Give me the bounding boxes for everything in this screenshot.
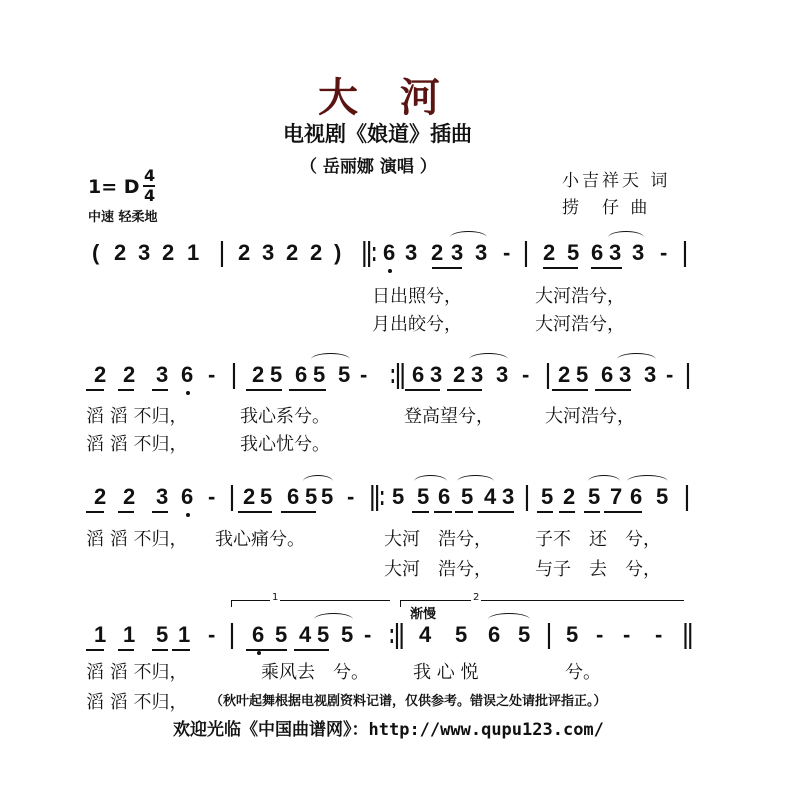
- note: 1: [187, 240, 200, 265]
- note: 6: [591, 240, 604, 265]
- slur: [617, 353, 656, 366]
- lyric-text: 滔 滔 不归，: [86, 529, 188, 550]
- note: 2: [94, 362, 107, 387]
- note: 2: [162, 240, 175, 265]
- note: 6: [383, 240, 396, 265]
- eighth-underline: [447, 389, 482, 391]
- slur: [414, 475, 447, 488]
- transcription-note: （秋叶起舞根据电视剧资料记谱，仅供参考。错误之处请批评指正。）: [210, 694, 607, 709]
- eighth-underline: [152, 511, 168, 513]
- time-signature-bottom: 4: [144, 186, 156, 205]
- dash-extension: -: [666, 362, 674, 387]
- note: 3: [156, 484, 169, 509]
- note: 3: [632, 240, 645, 265]
- dash-extension: -: [347, 484, 355, 509]
- repeat-sign: ||:: [362, 236, 377, 267]
- lyric-text: 我 心 悦: [413, 662, 479, 683]
- tempo-change-mark: 渐慢: [410, 607, 437, 622]
- subtitle: 电视剧《娘道》插曲: [283, 122, 472, 146]
- note: 2: [563, 484, 576, 509]
- lyricist-credit: 小吉祥天 词: [562, 171, 671, 191]
- eighth-underline: [591, 267, 622, 269]
- slur: [314, 613, 353, 626]
- eighth-underline: [455, 511, 473, 513]
- note: 3: [430, 362, 443, 387]
- barline: |: [523, 236, 529, 267]
- note: 2: [114, 240, 127, 265]
- lyric-text: 大河 浩兮，: [384, 559, 492, 580]
- note: 3: [405, 240, 418, 265]
- lyric-text: 大河浩兮，: [545, 406, 635, 427]
- eighth-underline: [86, 649, 104, 651]
- note: 5: [566, 622, 579, 647]
- note: 3: [138, 240, 151, 265]
- lyric-text: 大河浩兮，: [535, 286, 625, 307]
- eighth-underline: [86, 389, 104, 391]
- note: 2: [558, 362, 571, 387]
- slur: [627, 475, 668, 488]
- low-octave-dot: [257, 651, 261, 655]
- note: 5: [417, 484, 430, 509]
- note: 2: [123, 362, 136, 387]
- lyric-text: 兮。: [565, 662, 601, 683]
- dash-extension: -: [596, 622, 604, 647]
- barline: |: [219, 236, 225, 267]
- note: 2: [286, 240, 299, 265]
- note: 3: [475, 240, 488, 265]
- note: 5: [317, 622, 330, 647]
- eighth-underline: [559, 511, 575, 513]
- song-title: 大 河: [318, 75, 454, 121]
- dash-extension: -: [522, 362, 530, 387]
- note: 3: [451, 240, 464, 265]
- barline: |: [682, 236, 688, 267]
- dash-extension: -: [208, 362, 216, 387]
- note: 5: [567, 240, 580, 265]
- tempo-marking: 中速 轻柔地: [88, 210, 158, 225]
- eighth-underline: [412, 511, 429, 513]
- note: 5: [576, 362, 589, 387]
- note: 3: [496, 362, 509, 387]
- note: 5: [588, 484, 601, 509]
- eighth-underline: [86, 511, 104, 513]
- note: ): [334, 240, 342, 265]
- lyric-text: 月出皎兮，: [372, 314, 462, 335]
- repeat-sign: :||: [390, 358, 405, 389]
- barline: |: [229, 618, 235, 649]
- eighth-underline: [537, 511, 553, 513]
- eighth-underline: [289, 389, 326, 391]
- note: 7: [610, 484, 623, 509]
- note: 5: [313, 362, 326, 387]
- first-ending-number: 1: [272, 592, 279, 603]
- eighth-underline: [543, 267, 578, 269]
- eighth-underline: [172, 649, 190, 651]
- second-ending-bracket: [400, 600, 684, 607]
- repeat-sign: ||: [683, 618, 693, 649]
- note: 5: [338, 362, 351, 387]
- note: 4: [299, 622, 312, 647]
- note: 2: [310, 240, 323, 265]
- note: 5: [541, 484, 554, 509]
- dash-extension: -: [208, 622, 216, 647]
- dash-extension: -: [655, 622, 663, 647]
- dash-extension: -: [623, 622, 631, 647]
- note: 5: [341, 622, 354, 647]
- note: 5: [260, 484, 273, 509]
- note: 1: [94, 622, 107, 647]
- note: 3: [644, 362, 657, 387]
- note: 5: [305, 484, 318, 509]
- barline: |: [684, 480, 690, 511]
- dash-extension: -: [208, 484, 216, 509]
- lyric-text: 滔 滔 不归，: [86, 406, 188, 427]
- barline: |: [524, 480, 530, 511]
- lyric-text: 与子 去 兮，: [535, 559, 661, 580]
- dash-extension: -: [660, 240, 668, 265]
- lyric-text: 滔 滔 不归，: [86, 434, 188, 455]
- note: 6: [438, 484, 451, 509]
- barline: |: [545, 358, 551, 389]
- slur: [488, 613, 530, 626]
- repeat-sign: ||:: [370, 480, 385, 511]
- note: 6: [412, 362, 425, 387]
- note: 3: [156, 362, 169, 387]
- eighth-underline: [238, 511, 272, 513]
- low-octave-dot: [388, 269, 392, 273]
- note: 5: [321, 484, 334, 509]
- lyric-text: 滔 滔 不归，: [86, 662, 188, 683]
- note: 6: [601, 362, 614, 387]
- note: 6: [295, 362, 308, 387]
- note: 5: [275, 622, 288, 647]
- lyric-text: 日出照兮，: [372, 286, 462, 307]
- eighth-underline: [246, 389, 282, 391]
- first-ending-bracket: [231, 600, 390, 607]
- repeat-sign: :||: [389, 618, 404, 649]
- note: (: [92, 240, 100, 265]
- slur: [608, 231, 644, 244]
- dash-extension: -: [503, 240, 511, 265]
- eighth-underline: [478, 511, 514, 513]
- barline: |: [229, 480, 235, 511]
- lyric-text: 子不 还 兮，: [535, 529, 661, 550]
- eighth-underline: [584, 511, 600, 513]
- note: 2: [238, 240, 251, 265]
- note: 3: [619, 362, 632, 387]
- eighth-underline: [595, 389, 631, 391]
- eighth-underline: [294, 649, 329, 651]
- key-signature: 1= D: [88, 176, 140, 198]
- note: 4: [484, 484, 497, 509]
- slur: [303, 475, 333, 488]
- lyric-text: 登高望兮，: [404, 406, 494, 427]
- lyric-text: 滔 滔 不归，: [86, 692, 188, 713]
- note: 5: [392, 484, 405, 509]
- eighth-underline: [152, 649, 168, 651]
- eighth-underline: [246, 649, 287, 651]
- note: 3: [262, 240, 275, 265]
- slur: [469, 353, 508, 366]
- note: 1: [178, 622, 191, 647]
- eighth-underline: [152, 389, 168, 391]
- lyric-text: 我心痛兮。: [215, 529, 305, 550]
- lyric-text: 我心系兮。: [240, 406, 330, 427]
- note: 6: [181, 362, 194, 387]
- note: 5: [270, 362, 283, 387]
- note: 5: [656, 484, 669, 509]
- note: 3: [609, 240, 622, 265]
- eighth-underline: [281, 511, 316, 513]
- lyric-text: 乘风去 兮。: [261, 662, 369, 683]
- eighth-underline: [434, 511, 452, 513]
- lyric-text: 大河浩兮，: [535, 314, 625, 335]
- dash-extension: -: [364, 622, 372, 647]
- site-footer: 欢迎光临《中国曲谱网》：http://www.qupu123.com/: [173, 720, 604, 740]
- time-signature-top: 4: [144, 166, 156, 185]
- barline: |: [685, 358, 691, 389]
- note: 2: [123, 484, 136, 509]
- performer: （ 岳丽娜 演唱 ）: [300, 157, 437, 177]
- note: 5: [518, 622, 531, 647]
- lyric-text: 我心忧兮。: [240, 434, 330, 455]
- note: 4: [419, 622, 432, 647]
- barline: |: [231, 358, 237, 389]
- slur: [588, 475, 620, 488]
- note: 2: [243, 484, 256, 509]
- note: 2: [252, 362, 265, 387]
- note: 2: [543, 240, 556, 265]
- note: 2: [94, 484, 107, 509]
- note: 3: [502, 484, 515, 509]
- note: 6: [488, 622, 501, 647]
- lyric-text: 大河 浩兮，: [384, 529, 492, 550]
- note: 5: [461, 484, 474, 509]
- low-octave-dot: [186, 391, 190, 395]
- note: 6: [181, 484, 194, 509]
- note: 5: [455, 622, 468, 647]
- barline: |: [546, 618, 552, 649]
- note: 1: [123, 622, 136, 647]
- second-ending-number: 2: [473, 592, 480, 603]
- eighth-underline: [118, 389, 134, 391]
- note: 2: [431, 240, 444, 265]
- low-octave-dot: [186, 513, 190, 517]
- note: 6: [287, 484, 300, 509]
- eighth-underline: [118, 511, 134, 513]
- note: 2: [453, 362, 466, 387]
- composer-credit: 捞 仔 曲: [562, 198, 651, 218]
- eighth-underline: [552, 389, 588, 391]
- note: 6: [252, 622, 265, 647]
- note: 3: [471, 362, 484, 387]
- slur: [311, 353, 350, 366]
- eighth-underline: [432, 267, 462, 269]
- note: 5: [156, 622, 169, 647]
- eighth-underline: [604, 511, 642, 513]
- note: 6: [630, 484, 643, 509]
- slur: [457, 475, 494, 488]
- slur: [450, 231, 487, 244]
- dash-extension: -: [360, 362, 368, 387]
- eighth-underline: [118, 649, 134, 651]
- eighth-underline: [405, 389, 440, 391]
